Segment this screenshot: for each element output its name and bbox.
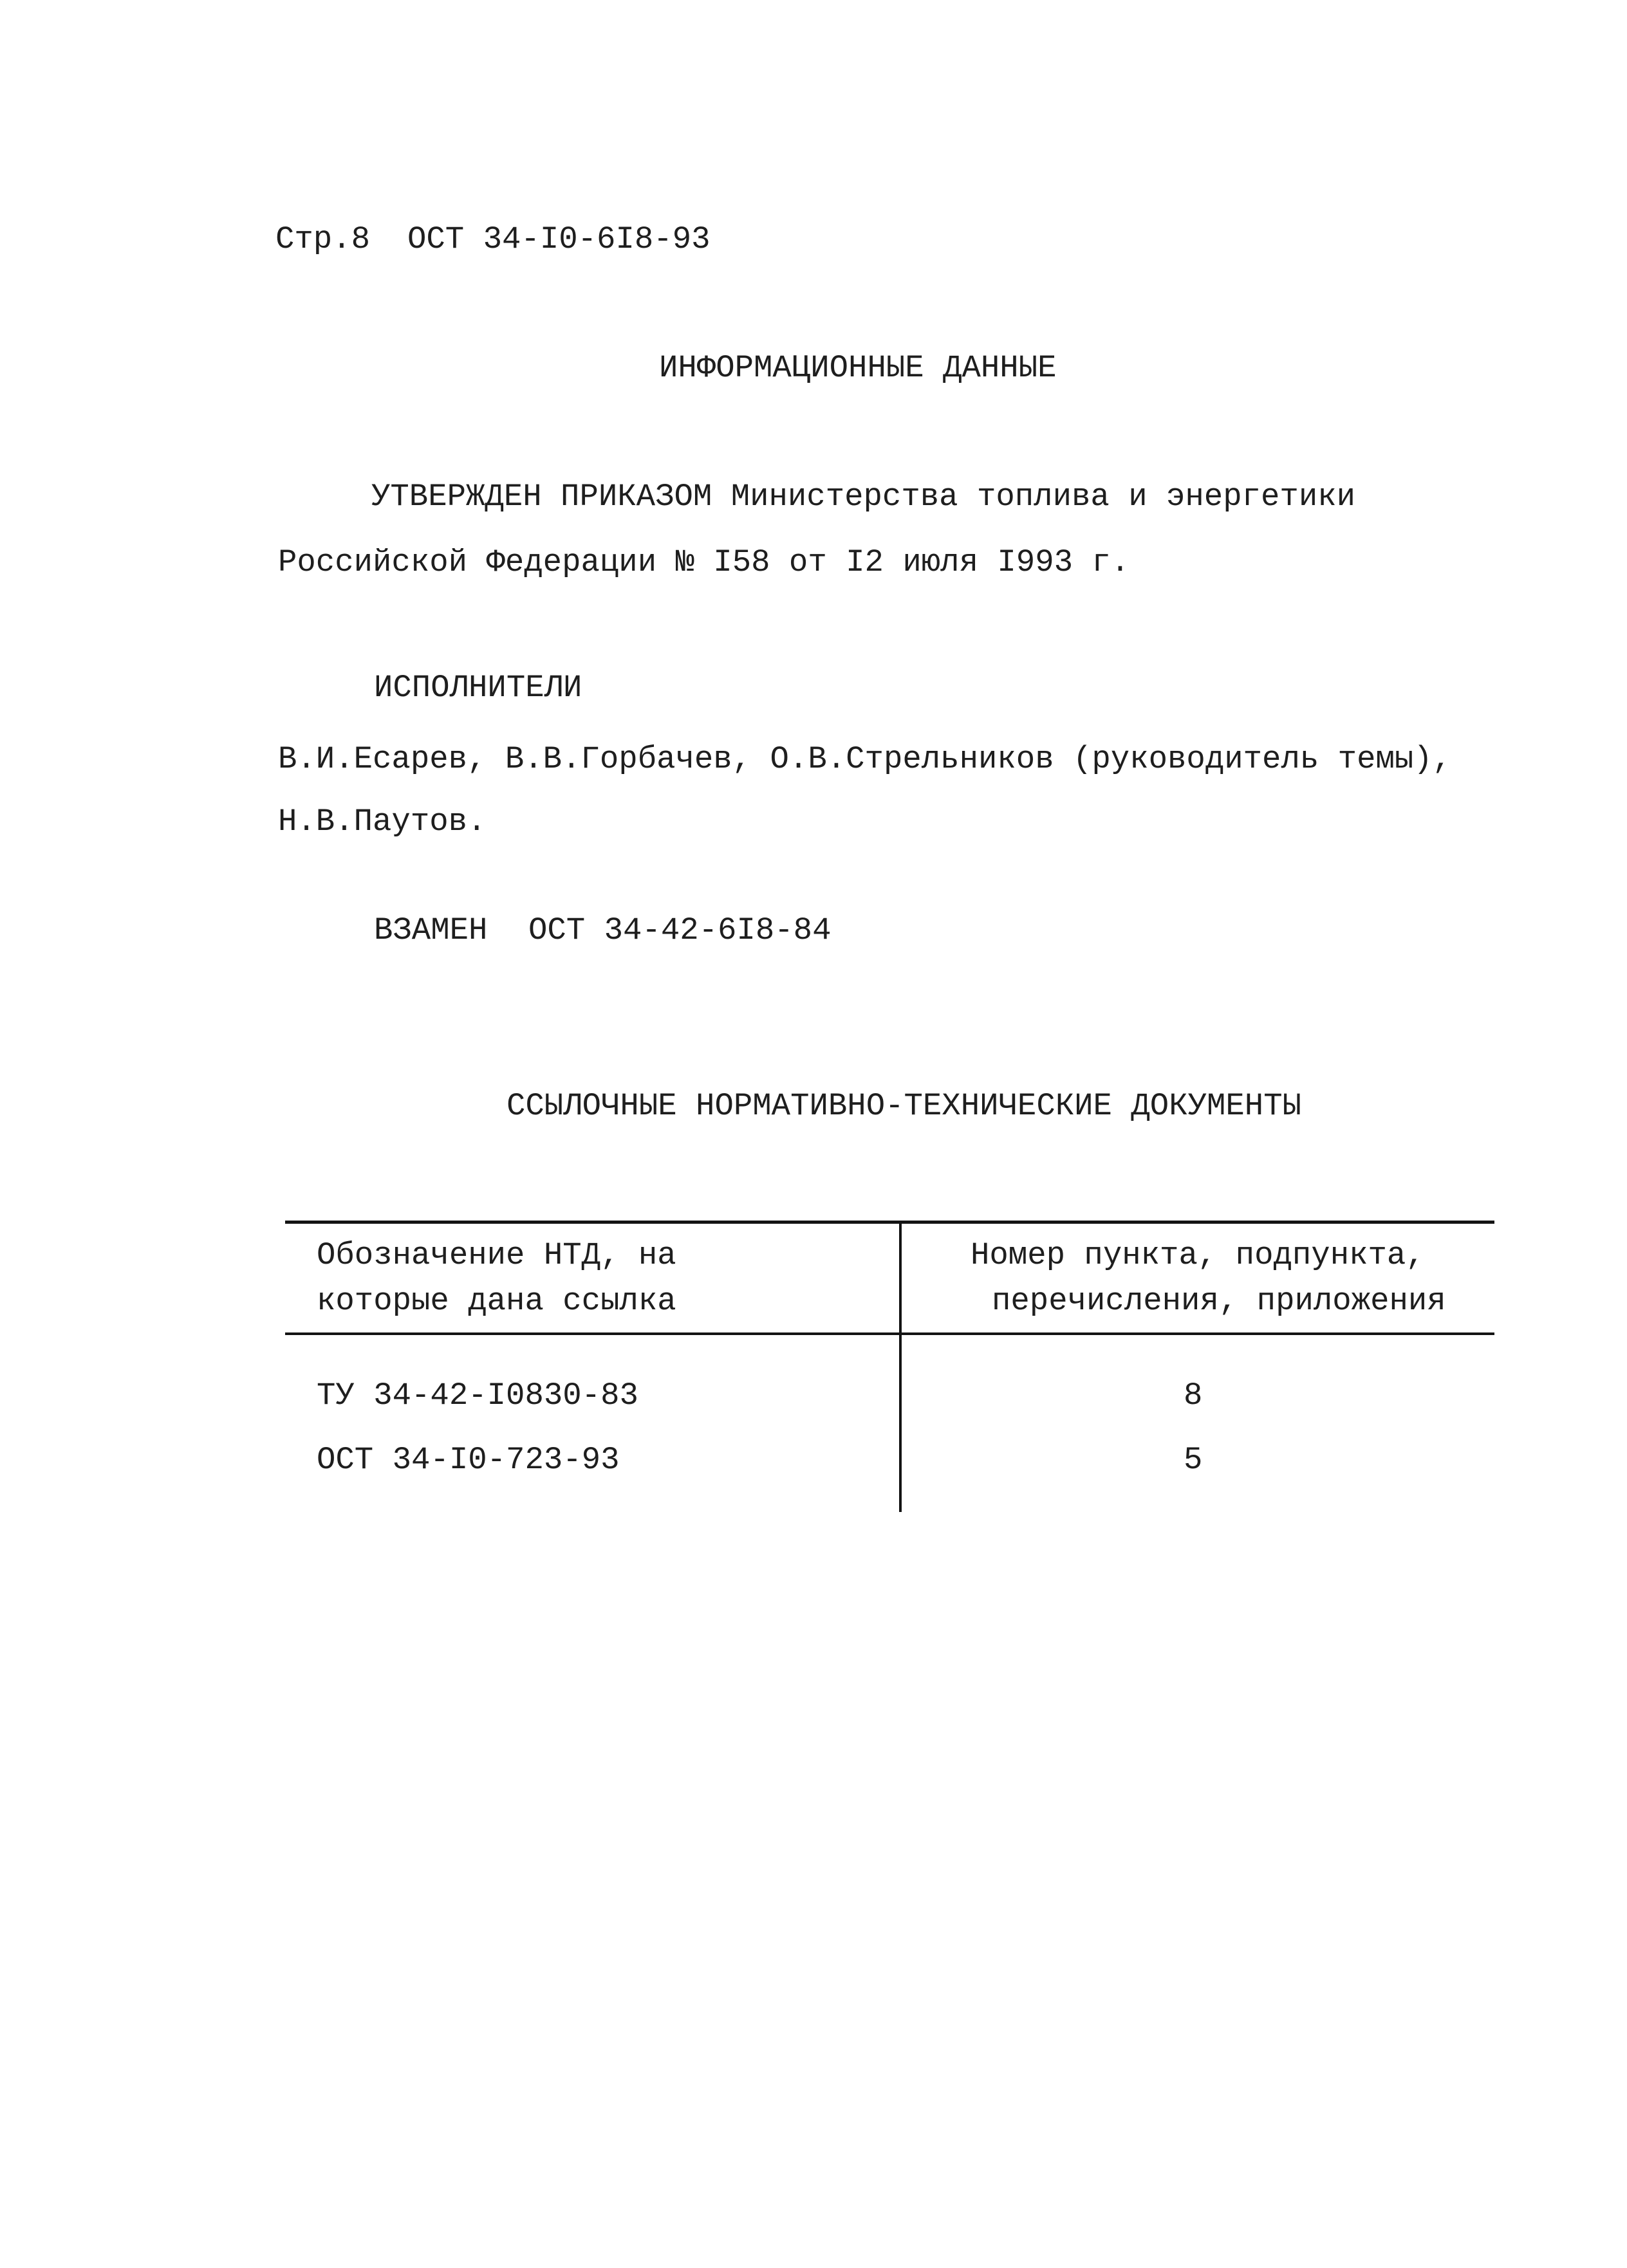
page-number: Стр.8 <box>275 221 371 257</box>
section-title: ИНФОРМАЦИОННЫЕ ДАННЫЕ <box>659 350 1057 386</box>
replaces-label: ВЗАМЕН <box>374 912 488 948</box>
authors-heading: ИСПОЛНИТЕЛИ <box>374 670 582 706</box>
row-designation: ТУ 34-42-I0830-83 <box>317 1378 638 1414</box>
approval-line-1: УТВЕРЖДЕН ПРИКАЗОМ Министерства топлива и энергетики <box>371 479 1356 515</box>
column-header-designation-line-1: Обозначение НТД, на <box>317 1237 676 1273</box>
row-clause: 5 <box>1184 1442 1203 1478</box>
table-top-rule <box>285 1221 1494 1224</box>
approval-line-2: Российской Федерации № I58 от I2 июля I993 г. <box>278 544 1130 580</box>
table-column-divider <box>899 1221 902 1512</box>
row-clause: 8 <box>1184 1378 1203 1414</box>
column-header-clause-line-2: перечисления, приложения <box>992 1283 1446 1319</box>
column-header-clause-line-1: Номер пункта, подпункта, <box>971 1237 1425 1273</box>
column-header-designation-line-2: которые дана ссылка <box>317 1283 676 1319</box>
table-header-rule <box>285 1332 1494 1335</box>
standard-designation: ОСТ 34-I0-6I8-93 <box>407 221 711 257</box>
replaces-value: ОСТ 34-42-6I8-84 <box>528 912 832 948</box>
authors-line-2: Н.В.Паутов. <box>278 804 487 840</box>
row-designation: ОСТ 34-I0-723-93 <box>317 1442 620 1478</box>
references-title: ССЫЛОЧНЫЕ НОРМАТИВНО-ТЕХНИЧЕСКИЕ ДОКУМЕНТЫ <box>507 1088 1302 1124</box>
authors-line-1: В.И.Есарев, В.В.Горбачев, О.В.Стрельников (руководитель темы), <box>278 741 1452 777</box>
